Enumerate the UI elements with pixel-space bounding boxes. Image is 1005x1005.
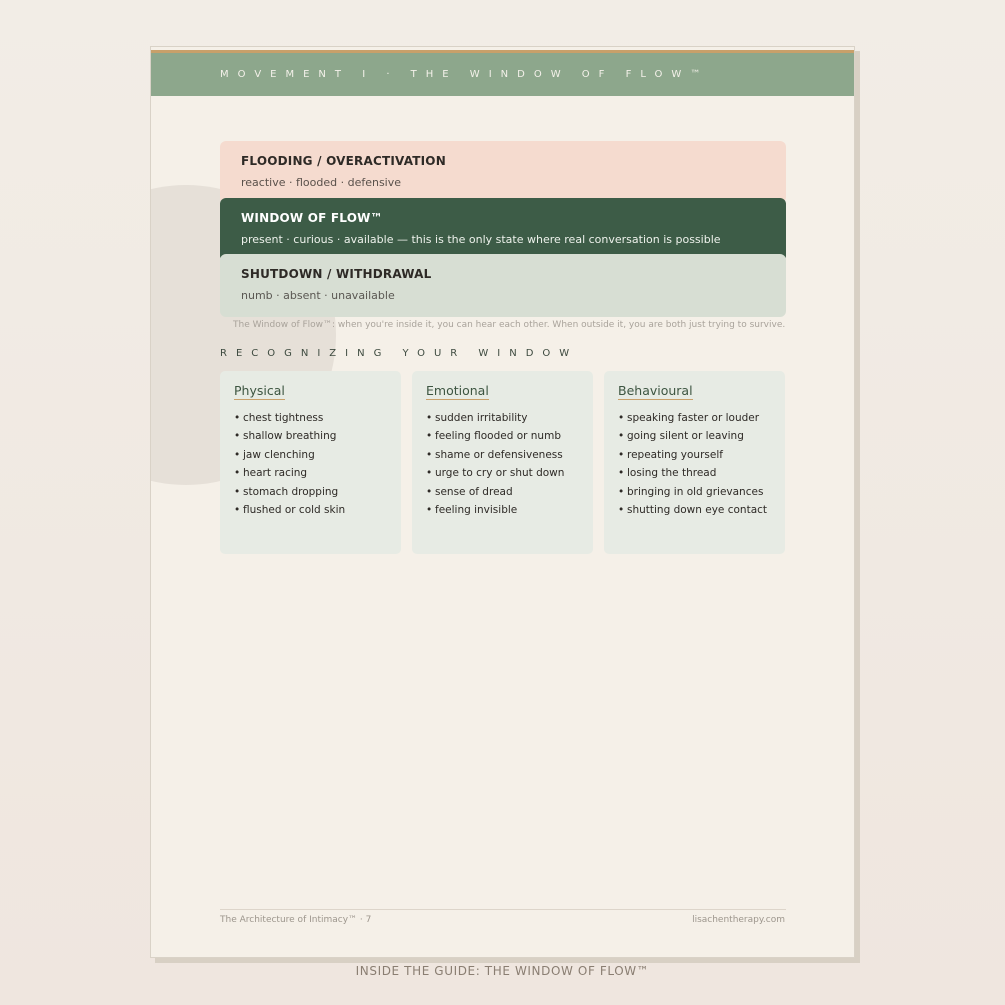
card-physical [220,371,401,554]
card-title: Emotional [426,383,489,398]
list-item: • feeling flooded or numb [426,430,561,443]
flow-subtitle: present · curious · available — this is the only state where real conversation is possible [241,233,721,246]
window-caption: The Window of Flow™: when you're inside it, you can hear each other. When outside it, you are both just trying to survive. [233,320,786,330]
flooding-band [220,141,786,203]
flooding-subtitle: reactive · flooded · defensive [241,176,402,189]
section-heading: RECOGNIZING YOUR WINDOW [220,348,579,359]
list-item: • speaking faster or louder [618,412,760,424]
header-band [151,50,854,96]
list-item: • flushed or cold skin [234,504,346,517]
card-list [234,409,389,519]
list-item: • going silent or leaving [618,430,744,443]
list-item: • repeating yourself [618,448,723,461]
card-behavioural [604,371,785,554]
flow-title: WINDOW OF FLOW™ [241,211,383,225]
list-item: • shallow breathing [234,430,337,443]
list-item: • shutting down eye contact [618,504,768,517]
list-item: • shame or defensiveness [426,448,563,461]
card-emotional [412,371,593,554]
image-caption: INSIDE THE GUIDE: THE WINDOW OF FLOW™ [355,964,650,978]
list-item: • chest tightness [234,412,324,424]
shutdown-title: SHUTDOWN / WITHDRAWAL [241,267,432,281]
header-title: MOVEMENT I · THE WINDOW OF FLOW™ [220,69,710,80]
footer-divider [220,909,786,910]
card-title: Behavioural [618,383,693,398]
list-item: • sudden irritability [426,412,528,424]
shutdown-subtitle: numb · absent · unavailable [241,289,395,302]
flooding-title: FLOODING / OVERACTIVATION [241,154,446,168]
card-title: Physical [234,383,285,398]
list-item: • urge to cry or shut down [426,467,565,480]
card-list [426,409,581,519]
footer-website-link[interactable]: lisachentherapy.com [692,915,785,925]
list-item: • losing the thread [618,467,717,480]
list-item: • sense of dread [426,485,513,498]
list-item: • heart racing [234,467,308,480]
window-of-flow-band [220,198,786,262]
list-item: • feeling invisible [426,504,518,517]
card-list [618,409,773,519]
shutdown-band [220,254,786,317]
footer-book-title: The Architecture of Intimacy™ · 7 [220,915,372,925]
list-item: • bringing in old grievances [618,485,764,498]
list-item: • jaw clenching [234,448,315,461]
guide-page [150,46,855,958]
list-item: • stomach dropping [234,485,339,498]
